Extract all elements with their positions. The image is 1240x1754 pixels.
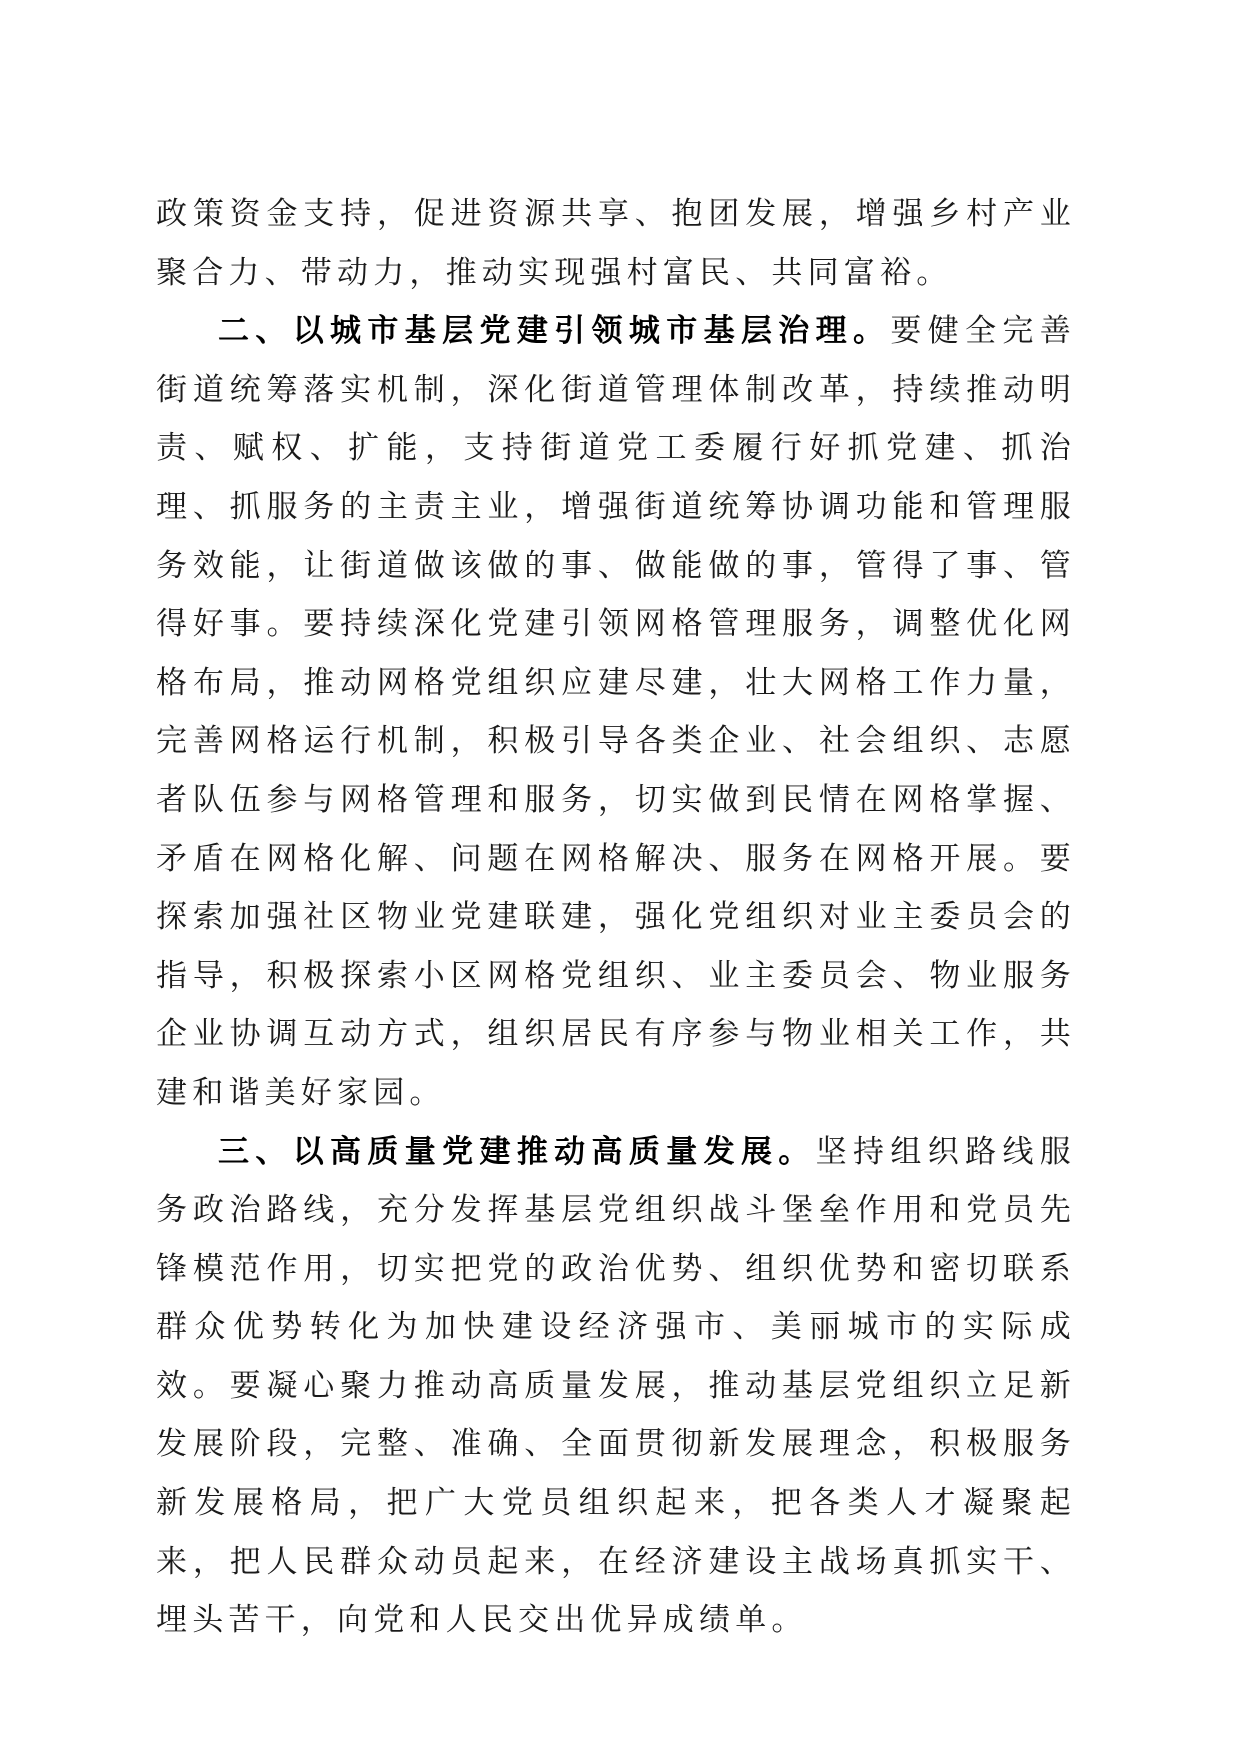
section-heading: 二、以城市基层党建引领城市基层治理。 bbox=[218, 313, 891, 350]
paragraph-text: 要健全完善街道统筹落实机制，深化街道管理体制改革，持续推动明责、赋权、扩能，支持街道党工委履行好抓党建、抓治理、抓服务的主责主业，增强街道统筹协调功能和管理服务效能，让街道做该做的事、做能做的事，管得了事、管得好事。要持续深化党建引领网格管理服务，调整优化网格布局，推动网格党组织应建尽建，壮大网格工作力量，完善网格运行机制，积极引导各类企业、社会组织、志愿者队伍参与网格管理和服务，切实做到民情在网格掌握、矛盾在网格化解、问题在网格解决、服务在网格开展。要探索加强社区物业党建联建，强化党组织对业主委员会的指导，积极探索小区网格党组织、业主委员会、物业服务企业协调互动方式，组织居民有序参与物业相关工作，共建和谐美好家园。 bbox=[156, 313, 1076, 1111]
paragraph-text: 坚持组织路线服务政治路线，充分发挥基层党组织战斗堡垒作用和党员先锋模范作用，切实把党的政治优势、组织优势和密切联系群众优势转化为加快建设经济强市、美丽城市的实际成效。要凝心聚力推动高质量发展，推动基层党组织立足新发展阶段，完整、准确、全面贯彻新发展理念，积极服务新发展格局，把广大党员组织起来，把各类人才凝聚起来，把人民群众动员起来，在经济建设主战场真抓实干、埋头苦干，向党和人民交出优异成绩单。 bbox=[156, 1133, 1076, 1639]
document-body bbox=[156, 185, 1076, 1650]
section-heading: 三、以高质量党建推动高质量发展。 bbox=[218, 1133, 816, 1170]
paragraph-section-2 bbox=[156, 302, 1076, 1122]
paragraph-continuation bbox=[156, 185, 1076, 302]
paragraph-text: 政策资金支持，促进资源共享、抱团发展，增强乡村产业聚合力、带动力，推动实现强村富民、共同富裕。 bbox=[156, 196, 1076, 291]
paragraph-section-3 bbox=[156, 1123, 1076, 1650]
